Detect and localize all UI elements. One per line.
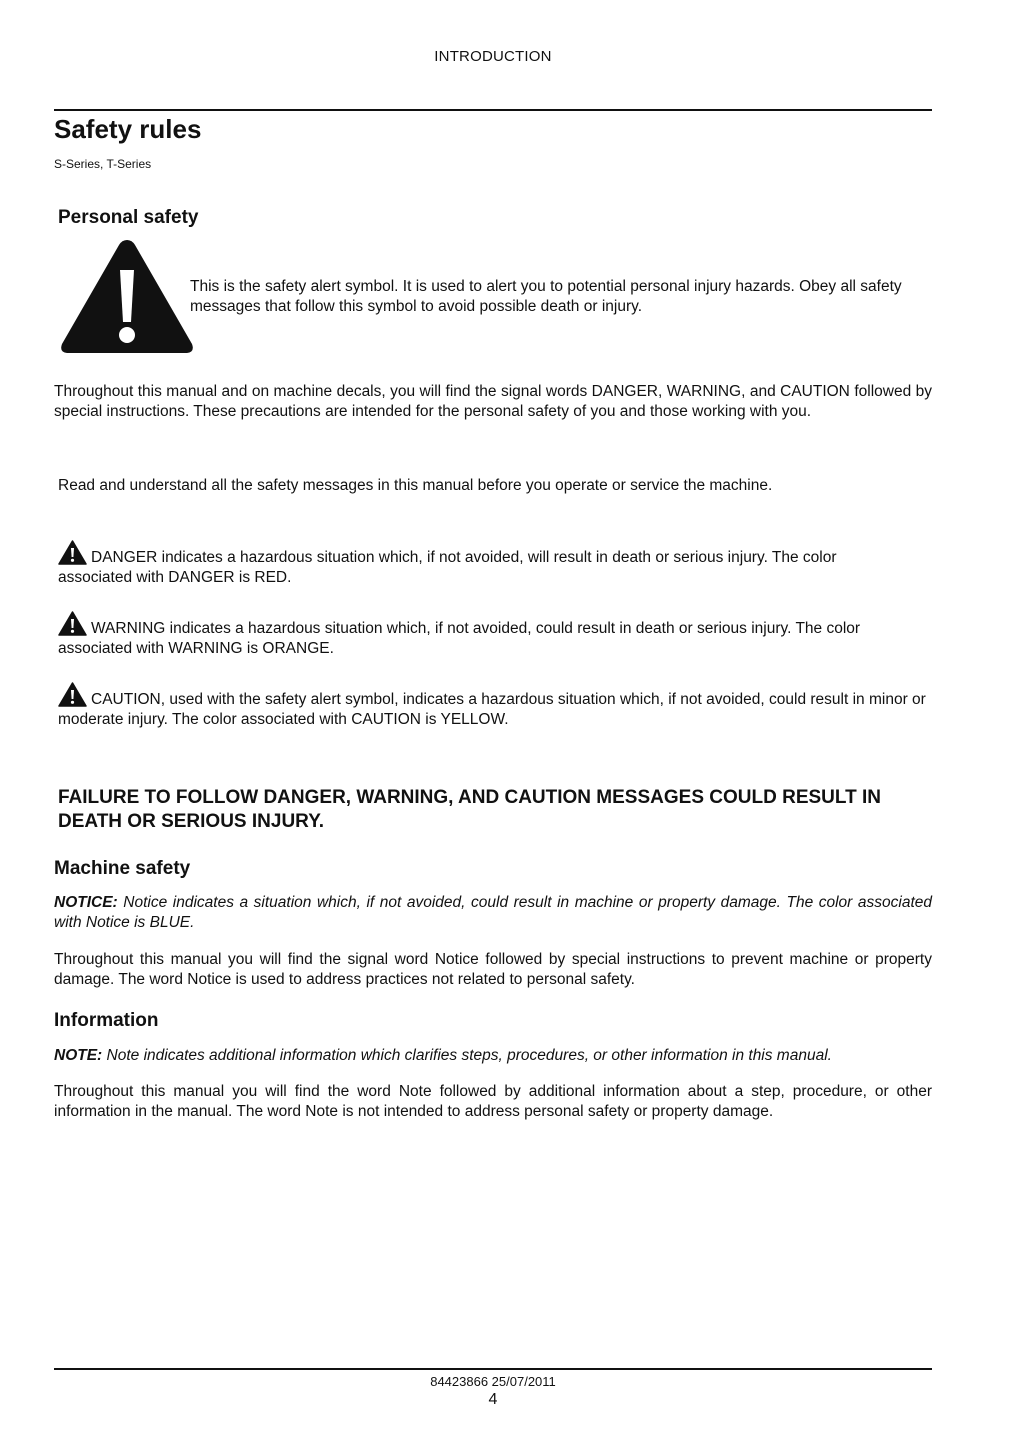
footer-divider bbox=[54, 1368, 932, 1370]
header-divider bbox=[54, 109, 932, 111]
personal-safety-heading: Personal safety bbox=[58, 207, 199, 228]
page-title: Safety rules bbox=[54, 114, 202, 144]
warning-alert-icon bbox=[58, 611, 87, 636]
danger-text: DANGER indicates a hazardous situation which, if not avoided, will result in death or serious injury. The color associated with DANGER is RED. bbox=[58, 549, 837, 586]
warning-text: WARNING indicates a hazardous situation which, if not avoided, could result in death or serious injury. The color associated with WARNING is ORANGE. bbox=[58, 620, 861, 657]
alert-symbol-description: This is the safety alert symbol. It is used to alert you to potential personal injury hazards. Obey all safety messages that follow this symbol to avoid possible death or injury. bbox=[190, 278, 902, 315]
caution-definition bbox=[58, 682, 932, 730]
danger-alert-icon bbox=[58, 540, 87, 565]
caution-alert-icon bbox=[58, 682, 87, 707]
page-subtitle: S-Series, T-Series bbox=[54, 157, 152, 171]
danger-definition bbox=[58, 540, 888, 588]
notice-text: Notice indicates a situation which, if not avoided, could result in machine or property damage. The color associated with Notice is BLUE. bbox=[54, 894, 932, 931]
notice-label: NOTICE: bbox=[54, 894, 118, 911]
information-heading: Information bbox=[54, 1010, 159, 1031]
signal-words-paragraph: Throughout this manual and on machine decals, you will find the signal words DANGER, WARNING, and CAUTION followed by special instructions. These precautions are intended for the personal safety of you and those working with you. bbox=[54, 383, 932, 420]
read-instructions-paragraph: Read and understand all the safety messages in this manual before you operate or service the machine. bbox=[58, 477, 773, 494]
machine-safety-body: Throughout this manual you will find the signal word Notice followed by special instructions to prevent machine or property damage. The word Notice is used to address practices not related to personal safety. bbox=[54, 951, 932, 988]
note-text: Note indicates additional information which clarifies steps, procedures, or other information in this manual. bbox=[106, 1047, 832, 1064]
document-id: 84423866 25/07/2011 bbox=[430, 1374, 556, 1389]
note-paragraph bbox=[54, 1046, 932, 1066]
page-number: 4 bbox=[488, 1391, 498, 1408]
running-header: INTRODUCTION bbox=[434, 48, 552, 65]
information-body: Throughout this manual you will find the word Note followed by additional information about a step, procedure, or other information in the manual. The word Note is not intended to address personal safety or property damage. bbox=[54, 1083, 932, 1120]
machine-safety-heading: Machine safety bbox=[54, 858, 191, 879]
failure-warning-statement: FAILURE TO FOLLOW DANGER, WARNING, AND CAUTION MESSAGES COULD RESULT IN DEATH OR SERIOUS INJURY. bbox=[58, 787, 881, 832]
notice-paragraph bbox=[54, 893, 932, 933]
caution-text: CAUTION, used with the safety alert symbol, indicates a hazardous situation which, if not avoided, could result in minor or moderate injury. The color associated with CAUTION is YELLOW. bbox=[58, 691, 926, 728]
note-label: NOTE: bbox=[54, 1047, 103, 1064]
warning-definition bbox=[58, 611, 888, 659]
safety-alert-icon bbox=[58, 236, 196, 356]
